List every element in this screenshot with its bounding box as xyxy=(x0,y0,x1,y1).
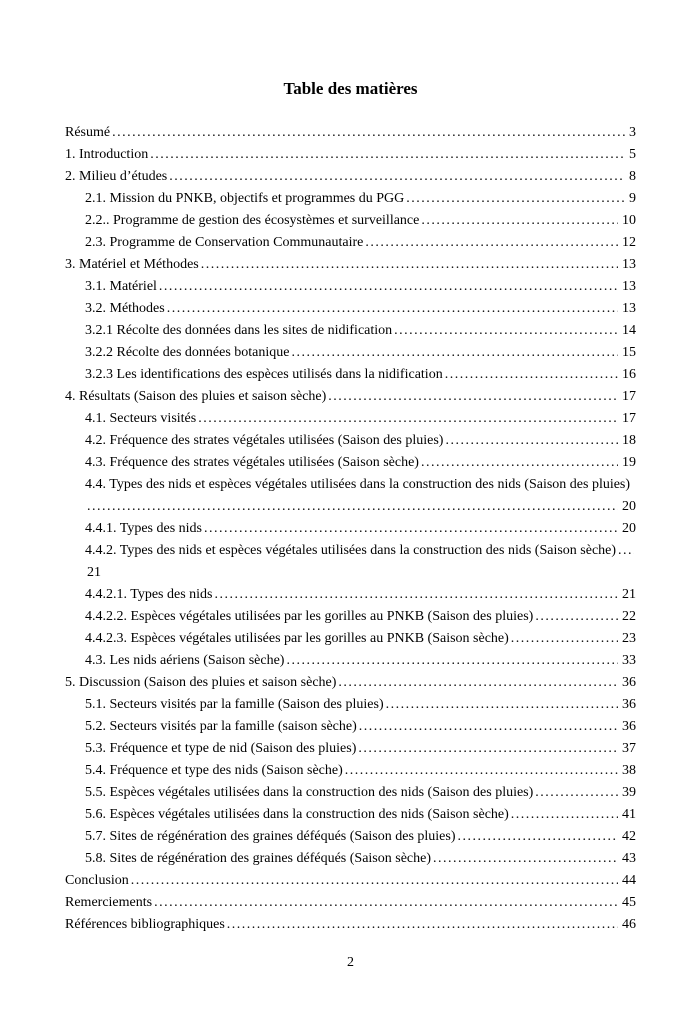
toc-entry-page-number: 12 xyxy=(622,235,636,250)
dot-leader xyxy=(445,430,618,452)
toc-entry-page-number: 9 xyxy=(629,191,636,206)
toc-entry xyxy=(65,650,636,672)
dot-leader xyxy=(201,254,618,276)
toc-entry xyxy=(65,892,636,914)
toc-entry-label: 4.1. Secteurs visités xyxy=(85,411,197,426)
toc-entry xyxy=(65,144,636,166)
dot-leader xyxy=(406,188,625,210)
dot-leader xyxy=(511,628,618,650)
dot-leader xyxy=(204,518,618,540)
dot-leader xyxy=(433,848,618,870)
toc-entry-label: 1. Introduction xyxy=(65,147,149,162)
toc-entry-label: 5.1. Secteurs visités par la famille (Saison des pluies) xyxy=(85,697,384,712)
toc-entry-label: 2.2.. Programme de gestion des écosystèmes et surveillance xyxy=(85,213,420,228)
toc-entry-label: 5.2. Secteurs visités par la famille (saison sèche) xyxy=(85,719,357,734)
toc-entry-label: 5. Discussion (Saison des pluies et saison sèche) xyxy=(65,675,337,690)
dot-leader xyxy=(150,144,625,166)
toc-entry-page-number: 41 xyxy=(622,807,636,822)
toc-entry-page-number: 17 xyxy=(622,389,636,404)
toc-entry-page-number: 17 xyxy=(622,411,636,426)
toc-entry-page-number: 43 xyxy=(622,851,636,866)
toc-entry-page-number: 36 xyxy=(622,719,636,734)
dot-leader xyxy=(421,452,618,474)
toc-entry xyxy=(65,848,636,870)
toc-entry xyxy=(65,254,636,276)
toc-entry-page-number: 46 xyxy=(622,917,636,932)
dot-leader xyxy=(159,276,618,298)
toc-entry-label: 3.1. Matériel xyxy=(85,279,157,294)
toc-entry xyxy=(65,606,636,628)
toc-entry-page-number: 37 xyxy=(622,741,636,756)
toc-entry xyxy=(65,584,636,606)
toc-entry xyxy=(65,298,636,320)
toc-entry-label: 2. Milieu d’études xyxy=(65,169,168,184)
toc-entry-label: 4. Résultats (Saison des pluies et saison sèche) xyxy=(65,389,327,404)
toc-entry xyxy=(65,738,636,760)
toc-entry-label: Références bibliographiques xyxy=(65,917,225,932)
toc-entry xyxy=(65,232,636,254)
toc-entry xyxy=(65,716,636,738)
toc-entry-label: 5.3. Fréquence et type de nid (Saison des pluies) xyxy=(85,741,357,756)
toc-entry xyxy=(65,166,636,188)
toc-entry-page-number: 33 xyxy=(622,653,636,668)
toc-entry-page-number: 8 xyxy=(629,169,636,184)
dot-leader xyxy=(112,122,625,144)
toc-entry-page-number: 21 xyxy=(87,565,101,580)
toc-entry xyxy=(65,276,636,298)
toc-entry-page-number: 44 xyxy=(622,873,636,888)
toc-entry xyxy=(65,628,636,650)
toc-entry-label: 4.4.2.3. Espèces végétales utilisées par les gorilles au PNKB (Saison sèche) xyxy=(85,631,509,646)
toc-entry-label: 3.2. Méthodes xyxy=(85,301,165,316)
toc-entry-page-number: 13 xyxy=(622,279,636,294)
toc-entry xyxy=(65,694,636,716)
toc-entry-label: 3.2.3 Les identifications des espèces utilisés dans la nidification xyxy=(85,367,443,382)
toc-entry xyxy=(65,430,636,452)
toc-entry-label: 4.4.2. Types des nids et espèces végétales utilisées dans la construction des nids (Saison sèche) xyxy=(85,543,617,558)
toc-entry-label: 4.4.1. Types des nids xyxy=(85,521,202,536)
toc-entry-label: Conclusion xyxy=(65,873,129,888)
toc-entry-label: Remerciements xyxy=(65,895,153,910)
dot-leader xyxy=(535,606,618,628)
dot-leader xyxy=(328,386,618,408)
dot-leader xyxy=(169,166,625,188)
dot-leader xyxy=(535,782,618,804)
toc-entry-page-number: 10 xyxy=(622,213,636,228)
toc-entry xyxy=(65,672,636,694)
toc-entry xyxy=(65,122,636,144)
toc-entry xyxy=(65,474,636,518)
toc-entry-page-number: 16 xyxy=(622,367,636,382)
toc-entry-page-number: 15 xyxy=(622,345,636,360)
toc-entry-page-number: 42 xyxy=(622,829,636,844)
toc-entry xyxy=(65,342,636,364)
toc-entry xyxy=(65,804,636,826)
toc-entry-label: 2.1. Mission du PNKB, objectifs et programmes du PGG xyxy=(85,191,405,206)
toc-entry-label: 4.4. Types des nids et espèces végétales utilisées dans la construction des nids (Saison des pluies) xyxy=(85,477,631,492)
toc-entry-label: 5.4. Fréquence et type des nids (Saison sèche) xyxy=(85,763,343,778)
toc-entry-page-number: 23 xyxy=(622,631,636,646)
dot-leader xyxy=(87,496,618,518)
toc-entry-label: 5.5. Espèces végétales utilisées dans la construction des nids (Saison des pluies) xyxy=(85,785,534,800)
dot-leader xyxy=(386,694,618,716)
dot-leader xyxy=(421,210,618,232)
toc-entry xyxy=(65,540,636,584)
dot-leader xyxy=(359,716,618,738)
page-title: Table des matières xyxy=(283,79,418,98)
page-number-footer: 2 xyxy=(347,955,354,970)
toc-list xyxy=(65,122,636,936)
toc-entry-page-number: 22 xyxy=(622,609,636,624)
toc-entry xyxy=(65,870,636,892)
dot-leader xyxy=(131,870,618,892)
toc-entry-page-number: 13 xyxy=(622,257,636,272)
toc-entry-label: 4.4.2.1. Types des nids xyxy=(85,587,213,602)
toc-entry-page-number: 19 xyxy=(622,455,636,470)
dot-leader xyxy=(365,232,618,254)
toc-entry-label: 4.4.2.2. Espèces végétales utilisées par les gorilles au PNKB (Saison des pluies) xyxy=(85,609,534,624)
toc-entry-label: Résumé xyxy=(65,125,111,140)
toc-entry-label: 2.3. Programme de Conservation Communautaire xyxy=(85,235,364,250)
toc-entry xyxy=(65,210,636,232)
toc-entry-page-number: 3 xyxy=(629,125,636,140)
dot-leader xyxy=(358,738,618,760)
toc-entry xyxy=(65,386,636,408)
toc-entry xyxy=(65,760,636,782)
dot-leader xyxy=(394,320,618,342)
dot-leader xyxy=(445,364,618,386)
dot-leader xyxy=(198,408,618,430)
toc-entry-label: 4.2. Fréquence des strates végétales utilisées (Saison des pluies) xyxy=(85,433,444,448)
toc-entry-page-number: 20 xyxy=(622,521,636,536)
dot-leader xyxy=(286,650,618,672)
dot-leader xyxy=(227,914,618,936)
toc-entry-label: 4.3. Les nids aériens (Saison sèche) xyxy=(85,653,285,668)
dot-leader xyxy=(458,826,618,848)
toc-entry xyxy=(65,782,636,804)
toc-entry xyxy=(65,408,636,430)
toc-entry-page-number: 45 xyxy=(622,895,636,910)
dot-leader xyxy=(345,760,618,782)
toc-entry xyxy=(65,518,636,540)
toc-entry-page-number: 21 xyxy=(622,587,636,602)
toc-entry xyxy=(65,320,636,342)
toc-entry-page-number: 38 xyxy=(622,763,636,778)
toc-entry-label: 3.2.1 Récolte des données dans les sites de nidification xyxy=(85,323,393,338)
dot-leader xyxy=(167,298,618,320)
dot-leader xyxy=(154,892,618,914)
toc-entry xyxy=(65,188,636,210)
dot-leader xyxy=(338,672,618,694)
toc-entry-label: 5.6. Espèces végétales utilisées dans la construction des nids (Saison sèche) xyxy=(85,807,509,822)
toc-entry-page-number: 13 xyxy=(622,301,636,316)
toc-entry xyxy=(65,914,636,936)
toc-entry xyxy=(65,364,636,386)
toc-entry-label: 4.3. Fréquence des strates végétales utilisées (Saison sèche) xyxy=(85,455,419,470)
toc-entry-page-number: 20 xyxy=(622,499,636,514)
toc-entry-page-number: 18 xyxy=(622,433,636,448)
toc-entry-page-number: 39 xyxy=(622,785,636,800)
toc-entry-page-number: 5 xyxy=(629,147,636,162)
toc-entry-page-number: 36 xyxy=(622,697,636,712)
toc-entry xyxy=(65,452,636,474)
toc-entry xyxy=(65,826,636,848)
dot-leader xyxy=(292,342,618,364)
dot-leader xyxy=(511,804,618,826)
toc-entry-label: 3.2.2 Récolte des données botanique xyxy=(85,345,290,360)
dot-leader xyxy=(214,584,618,606)
toc-entry-page-number: 36 xyxy=(622,675,636,690)
toc-entry-page-number: 14 xyxy=(622,323,636,338)
dot-leader xyxy=(618,540,634,562)
toc-entry-label: 5.7. Sites de régénération des graines déféqués (Saison des pluies) xyxy=(85,829,456,844)
toc-entry-label: 5.8. Sites de régénération des graines déféqués (Saison sèche) xyxy=(85,851,431,866)
toc-entry-label: 3. Matériel et Méthodes xyxy=(65,257,199,272)
